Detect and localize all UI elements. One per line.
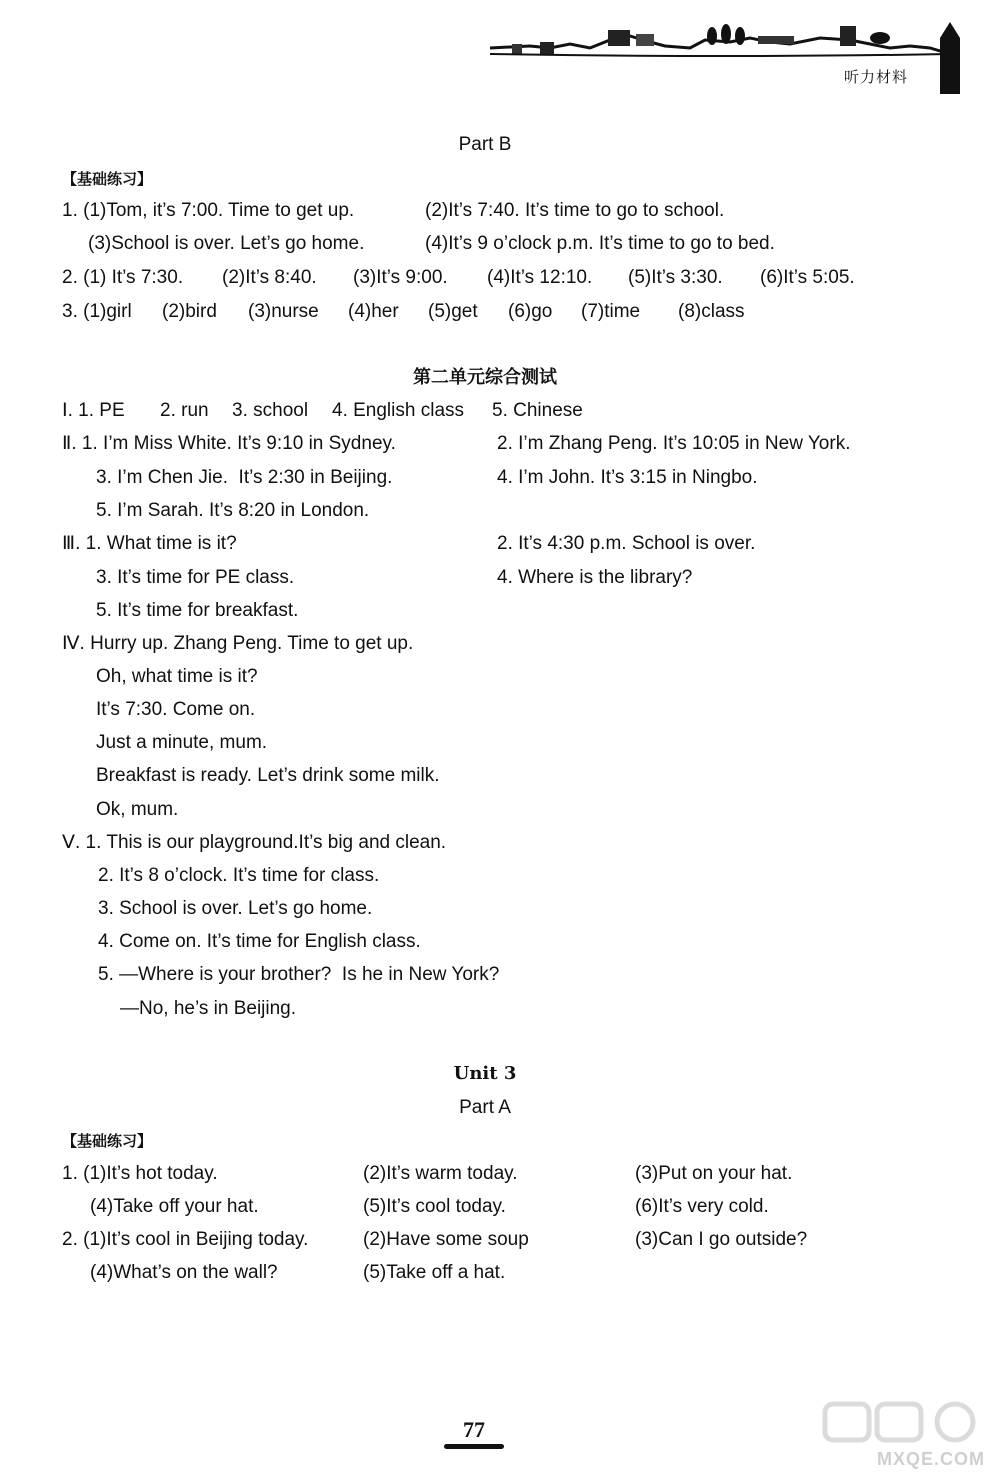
- answer-line: Ⅲ. 1. What time is it?: [62, 533, 237, 554]
- answer-line: —No, he’s in Beijing.: [120, 998, 297, 1019]
- answer-line: (2)It’s 8:40.: [222, 267, 317, 288]
- dialogue-line: Ok, mum.: [96, 799, 179, 820]
- watermark-text: MXQE.COM: [876, 1449, 985, 1469]
- answer-line: 1. (1)It’s hot today.: [62, 1163, 218, 1184]
- answer-line: (3)It’s 9:00.: [353, 267, 448, 288]
- section-title: Part B: [458, 134, 512, 155]
- answer-line: 3. It’s time for PE class.: [96, 567, 295, 588]
- answer-line: (2)It’s 7:40. It’s time to go to school.: [425, 200, 725, 221]
- answer-line: Ⅴ. 1. This is our playground.It’s big and clean.: [62, 832, 447, 853]
- answer-line: (4)It’s 12:10.: [487, 267, 593, 288]
- answer-line: 5. It’s time for breakfast.: [96, 600, 299, 621]
- answer-line: 4. Where is the library?: [497, 567, 693, 588]
- answer-line: (5)It’s 3:30.: [628, 267, 723, 288]
- answer-line: 3. School is over. Let’s go home.: [98, 898, 373, 919]
- answer-line: (4)Take off your hat.: [90, 1196, 259, 1217]
- exercise-tag: 【基础练习】: [62, 170, 153, 188]
- answer-line: (2)Have some soup: [363, 1229, 529, 1250]
- answer-line: 1. (1)Tom, it’s 7:00. Time to get up.: [62, 200, 355, 221]
- unit-title: Unit 3: [453, 1063, 517, 1084]
- page-header: [490, 18, 970, 98]
- page-number: [438, 1417, 510, 1443]
- answer-line: 2. (1)It’s cool in Beijing today.: [62, 1229, 309, 1250]
- answer-line: (4)It’s 9 o’clock p.m. It’s time to go to bed.: [425, 233, 775, 254]
- answer-line: 2. I’m Zhang Peng. It’s 10:05 in New York.: [497, 433, 851, 454]
- answer-line: 2. (1) It’s 7:30.: [62, 267, 184, 288]
- answer-line: (8)class: [678, 301, 745, 322]
- answer-line: 5. Chinese: [492, 400, 583, 421]
- answer-line: 5. —Where is your brother? Is he in New York?: [98, 964, 500, 985]
- section-title: Part A: [459, 1097, 511, 1118]
- answer-line: (7)time: [581, 301, 641, 322]
- dialogue-line: Ⅳ. Hurry up. Zhang Peng. Time to get up.: [62, 633, 414, 654]
- answer-line: (3)Can I go outside?: [635, 1229, 808, 1250]
- unit-test-title: 第二单元综合测试: [413, 367, 557, 388]
- watermark-logo-icon: [815, 1400, 985, 1450]
- exercise-tag: 【基础练习】: [62, 1132, 153, 1150]
- answer-line: (3)Put on your hat.: [635, 1163, 793, 1184]
- answer-line: 3. school: [232, 400, 309, 421]
- answer-line: (5)get: [428, 301, 478, 322]
- answer-line: (6)go: [508, 301, 553, 322]
- answer-line: (3)nurse: [248, 301, 319, 322]
- answer-line: (4)What’s on the wall?: [90, 1262, 278, 1283]
- dialogue-line: Just a minute, mum.: [96, 732, 268, 753]
- answer-line: 4. English class: [332, 400, 465, 421]
- dialogue-line: It’s 7:30. Come on.: [96, 699, 256, 720]
- answer-line: (6)It’s 5:05.: [760, 267, 855, 288]
- answer-line: (4)her: [348, 301, 399, 322]
- answer-line: (3)School is over. Let’s go home.: [88, 233, 365, 254]
- answer-line: (6)It’s very cold.: [635, 1196, 769, 1217]
- header-label: 听力材料: [843, 68, 908, 86]
- answer-line: Ⅰ. 1. PE: [62, 400, 125, 421]
- answer-line: 3. I’m Chen Jie. It’s 2:30 in Beijing.: [96, 467, 393, 488]
- answer-line: 2. run: [160, 400, 209, 421]
- answer-line: (5)Take off a hat.: [363, 1262, 506, 1283]
- answer-line: 4. I’m John. It’s 3:15 in Ningbo.: [497, 467, 758, 488]
- answer-line: (5)It’s cool today.: [363, 1196, 506, 1217]
- answer-line: 2. It’s 4:30 p.m. School is over.: [497, 533, 756, 554]
- dialogue-line: Breakfast is ready. Let’s drink some milk.: [96, 765, 440, 786]
- answer-line: 4. Come on. It’s time for English class.: [98, 931, 421, 952]
- answer-line: Ⅱ. 1. I’m Miss White. It’s 9:10 in Sydney.: [62, 433, 396, 454]
- answer-line: 3. (1)girl: [62, 301, 132, 322]
- page-number-text: 77: [463, 1417, 485, 1442]
- page-number-underline: [444, 1444, 504, 1449]
- watermark: [815, 1400, 985, 1470]
- answer-line: (2)bird: [162, 301, 217, 322]
- answer-line: 2. It’s 8 o’clock. It’s time for class.: [98, 865, 380, 886]
- answer-line: (2)It’s warm today.: [363, 1163, 518, 1184]
- dialogue-line: Oh, what time is it?: [96, 666, 258, 687]
- answer-line: 5. I’m Sarah. It’s 8:20 in London.: [96, 500, 370, 521]
